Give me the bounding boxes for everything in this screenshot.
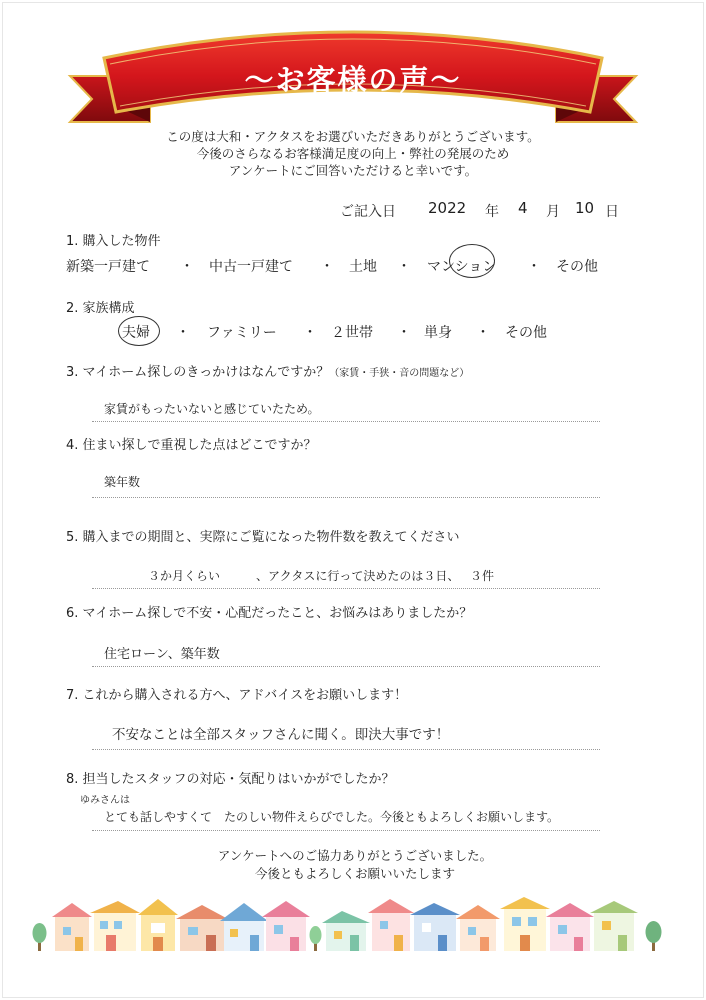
answer-rule — [92, 588, 600, 589]
house-icon — [546, 903, 594, 951]
separator: ・ — [180, 259, 194, 275]
closing-line: アンケートへのご協力ありがとうございました。 — [217, 848, 493, 863]
question-3 — [66, 361, 469, 380]
q1-option-mansion[interactable]: マンション — [427, 259, 497, 275]
q2-selection-circle — [118, 316, 160, 346]
house-icon — [220, 903, 268, 951]
tree-icon — [646, 921, 662, 951]
answer-4: 築年数 — [104, 475, 141, 489]
closing-line: 今後ともよろしくお願いいたします — [254, 866, 455, 881]
houses-illustration — [30, 895, 676, 955]
separator: ・ — [476, 325, 490, 341]
intro-line: アンケートにご回答いただけると幸いです。 — [228, 163, 478, 178]
answer-5-count: ３件 — [470, 569, 495, 583]
answer-6: 住宅ローン、築年数 — [104, 647, 220, 662]
q2-option-single[interactable]: 単身 — [424, 325, 452, 341]
house-icon — [90, 901, 140, 951]
tree-icon — [310, 926, 322, 951]
question-3-note: （家賃・手狭・音の問題など） — [329, 368, 470, 379]
date-label: ご記入日 — [340, 204, 396, 220]
intro-line: この度は大和・アクタスをお選びいただきありがとうございます。 — [166, 129, 540, 144]
q2-option-family[interactable]: ファミリー — [207, 325, 277, 341]
q2-option-two-generation[interactable]: ２世帯 — [331, 325, 373, 341]
house-icon — [322, 911, 370, 951]
q1-selection-circle — [449, 244, 495, 278]
date-year-unit: 年 — [485, 204, 499, 220]
intro-line: 今後のさらなるお客様満足度の向上・弊社の発展のため — [196, 146, 510, 161]
date-day: 10 — [575, 199, 595, 217]
tree-icon — [33, 923, 47, 951]
question-3-text: 3. マイホーム探しのきっかけはなんですか？ — [66, 365, 330, 380]
answer-rule — [92, 666, 600, 667]
separator: ・ — [397, 325, 411, 341]
answer-5-visits: 、アクタスに行って決めたのは３日、 — [256, 569, 460, 583]
answer-7: 不安なことは全部スタッフさんに聞く。即決大事です！ — [112, 727, 450, 743]
question-7: 7. これから購入される方へ、アドバイスをお願いします！ — [66, 688, 408, 703]
q1-option-new-house[interactable]: 新築一戸建て — [66, 259, 150, 275]
intro-text — [120, 128, 586, 179]
house-icon — [500, 897, 550, 951]
q1-option-land[interactable]: 土地 — [349, 259, 377, 275]
separator: ・ — [303, 325, 317, 341]
separator: ・ — [527, 259, 541, 275]
q1-option-other[interactable]: その他 — [556, 259, 598, 275]
banner-title: ～お客様の声～ — [244, 63, 462, 97]
question-8: 8. 担当したスタッフの対応・気配りはいかがでしたか？ — [66, 772, 395, 787]
house-icon — [138, 899, 178, 951]
question-4: 4. 住まい探しで重視した点はどこですか？ — [66, 438, 317, 453]
q2-option-couple[interactable]: 夫婦 — [122, 325, 150, 341]
answer-rule — [92, 497, 600, 498]
house-icon — [456, 905, 500, 951]
answer-rule — [92, 421, 600, 422]
answer-8: とても話しやすくて たのしい物件えらびでした。今後ともよろしくお願いします。 — [104, 810, 560, 824]
separator: ・ — [176, 325, 190, 341]
question-2: 2. 家族構成 — [66, 301, 135, 316]
house-icon — [176, 905, 228, 951]
question-6: 6. マイホーム探しで不安・心配だったこと、お悩みはありましたか？ — [66, 606, 473, 621]
house-icon — [590, 901, 638, 951]
date-year: 2022 — [428, 199, 467, 217]
house-icon — [262, 901, 310, 951]
question-5: 5. 購入までの期間と、実際にご覧になった物件数を教えてください — [66, 530, 460, 545]
separator: ・ — [320, 259, 334, 275]
answer-8-prefix: ゆみさんは — [80, 795, 130, 806]
date-month-unit: 月 — [546, 204, 560, 220]
question-1: 1. 購入した物件 — [66, 234, 161, 249]
closing-text — [140, 847, 570, 883]
separator: ・ — [397, 259, 411, 275]
answer-rule — [92, 749, 600, 750]
house-icon — [368, 899, 414, 951]
date-month: 4 — [518, 199, 528, 217]
q1-option-used-house[interactable]: 中古一戸建て — [209, 259, 293, 275]
answer-rule — [92, 830, 600, 831]
date-day-unit: 日 — [605, 204, 619, 220]
answer-5-period: ３か月くらい — [148, 569, 221, 583]
q2-option-other[interactable]: その他 — [505, 325, 547, 341]
answer-3: 家賃がもったいないと感じていたため。 — [104, 402, 320, 416]
house-icon — [52, 903, 92, 951]
house-icon — [410, 903, 460, 951]
